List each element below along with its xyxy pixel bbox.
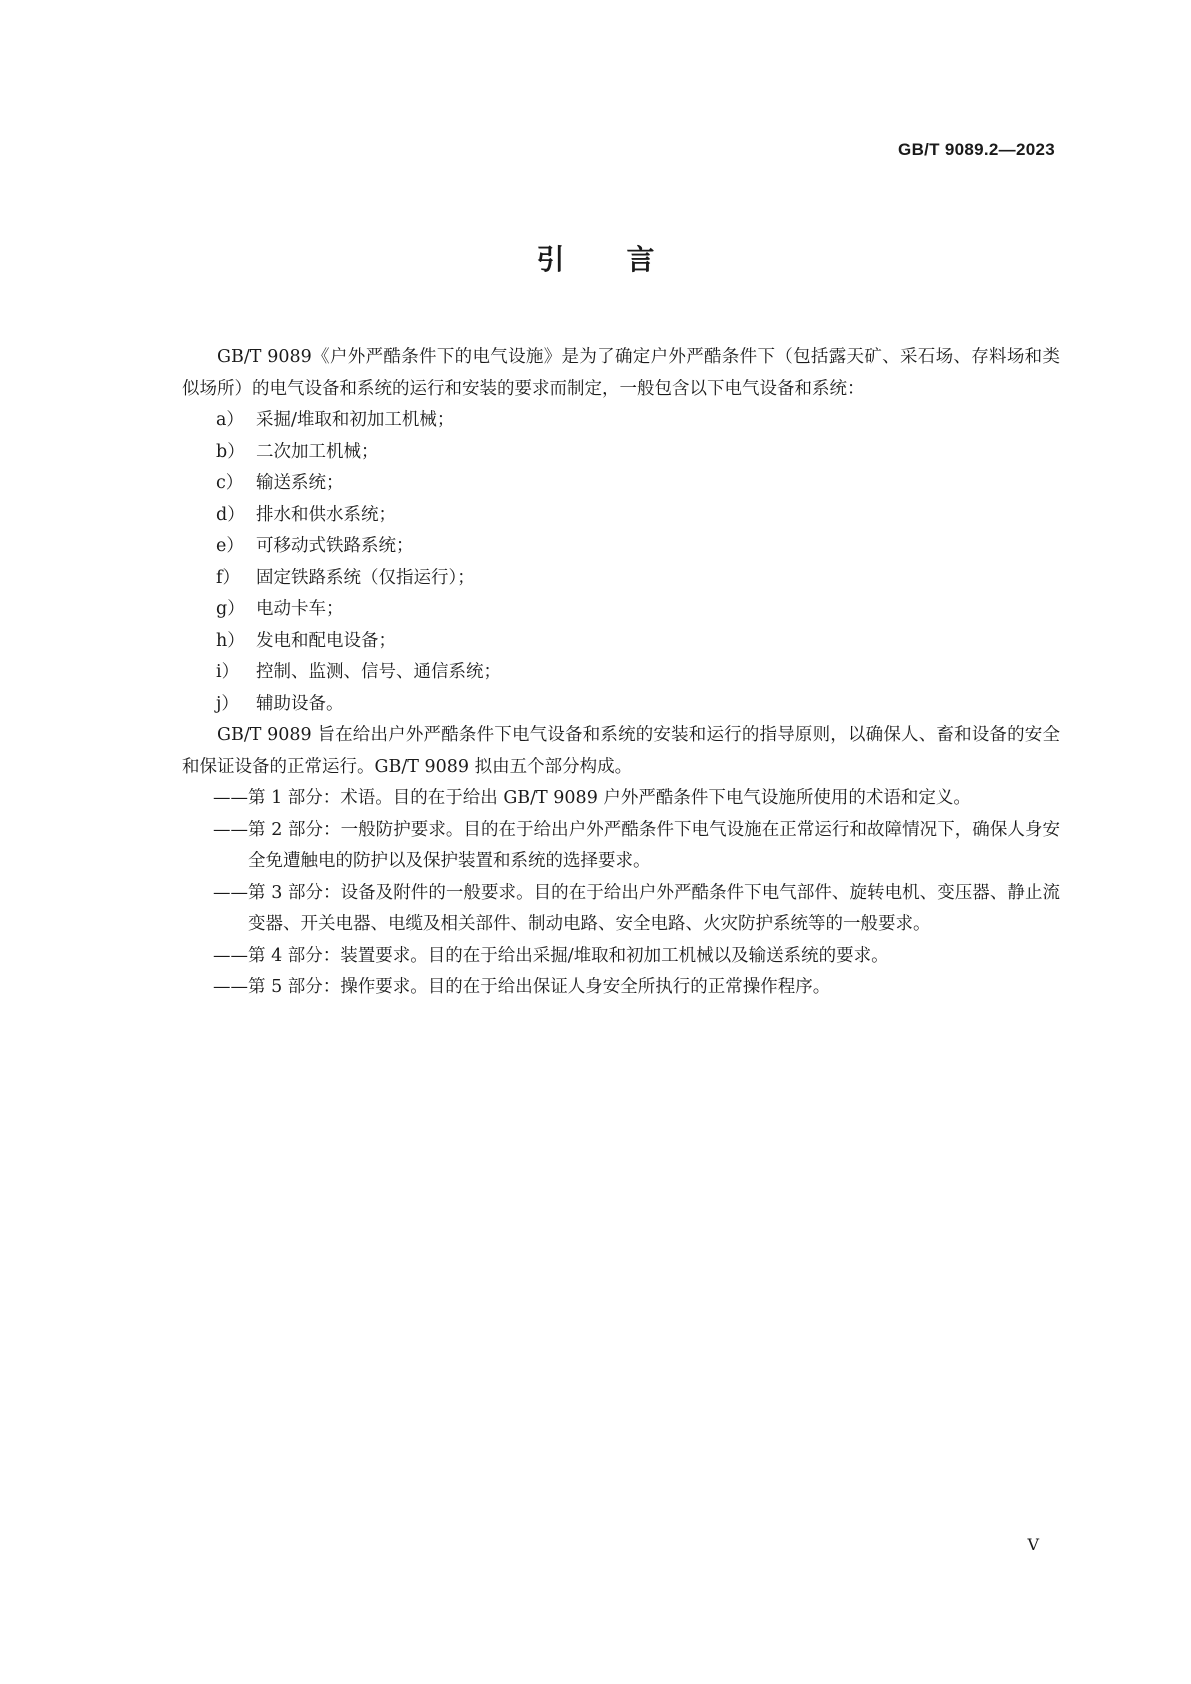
list-text: 控制、监测、信号、通信系统； bbox=[256, 662, 501, 682]
parts-list bbox=[182, 783, 1060, 1004]
list-marker: b） bbox=[216, 441, 245, 462]
list-text: 可移动式铁路系统； bbox=[256, 536, 414, 556]
list-marker: g） bbox=[216, 599, 245, 619]
list-item bbox=[182, 437, 1060, 469]
list-item bbox=[182, 626, 1060, 658]
page-title-char-2: 言 bbox=[626, 243, 655, 276]
part-item: ——第 3 部分：设备及附件的一般要求。目的在于给出户外严酷条件下电气部件、旋转电机、变压器、静止流变器、开关电器、电缆及相关部件、制动电路、安全电路、火灾防护系统等的一般要求。 bbox=[213, 882, 1060, 934]
list-marker: d） bbox=[216, 504, 245, 525]
list-text: 排水和供水系统； bbox=[256, 504, 396, 525]
part-item: ——第 5 部分：操作要求。目的在于给出保证人身安全所执行的正常操作程序。 bbox=[213, 977, 831, 997]
list-marker: i） bbox=[216, 662, 240, 682]
list-text: 输送系统； bbox=[256, 473, 344, 493]
list-marker: j） bbox=[216, 693, 239, 714]
list-marker: e） bbox=[216, 536, 244, 556]
page-title-char-1: 引 bbox=[536, 243, 565, 276]
part-item: ——第 4 部分：装置要求。目的在于给出采掘/堆取和初加工机械以及输送系统的要求。 bbox=[213, 945, 889, 966]
list-text: 采掘/堆取和初加工机械； bbox=[256, 410, 455, 430]
intro-paragraph: GB/T 9089《户外严酷条件下的电气设施》是为了确定户外严酷条件下（包括露天矿、采石场、存料场和类似场所）的电气设备和系统的运行和安装的要求而制定，一般包含以下电气设备和系统： bbox=[182, 347, 1060, 399]
part-item: ——第 2 部分：一般防护要求。目的在于给出户外严酷条件下电气设施在正常运行和故障情况下，确保人身安全免遭触电的防护以及保护装置和系统的选择要求。 bbox=[213, 819, 1060, 871]
list-text: 辅助设备。 bbox=[256, 693, 344, 714]
list-item bbox=[182, 689, 1060, 721]
part-item: ——第 1 部分：术语。目的在于给出 GB/T 9089 户外严酷条件下电气设施所使用的术语和定义。 bbox=[213, 788, 971, 808]
page-title bbox=[0, 238, 1191, 278]
standard-code: GB/T 9089.2—2023 bbox=[898, 140, 1055, 159]
list-item bbox=[182, 657, 1060, 689]
list-text: 发电和配电设备； bbox=[256, 630, 396, 651]
list-item bbox=[182, 500, 1060, 532]
list-item bbox=[182, 468, 1060, 500]
list-item bbox=[182, 594, 1060, 626]
list-marker: a） bbox=[216, 410, 244, 430]
document-body bbox=[182, 342, 1060, 1004]
list-text: 二次加工机械； bbox=[256, 441, 379, 462]
list-item bbox=[182, 563, 1060, 595]
page-number: V bbox=[1027, 1535, 1039, 1554]
list-marker: c） bbox=[216, 473, 244, 493]
list-marker: f） bbox=[216, 567, 240, 588]
list-item bbox=[182, 531, 1060, 563]
purpose-paragraph: GB/T 9089 旨在给出户外严酷条件下电气设备和系统的安装和运行的指导原则，以确保人、畜和设备的安全和保证设备的正常运行。GB/T 9089 拟由五个部分构成。 bbox=[182, 725, 1060, 777]
list-text: 电动卡车； bbox=[256, 599, 344, 619]
equipment-list bbox=[182, 405, 1060, 720]
list-marker: h） bbox=[216, 630, 245, 651]
list-text: 固定铁路系统（仅指运行）； bbox=[256, 567, 475, 588]
list-item bbox=[182, 405, 1060, 437]
